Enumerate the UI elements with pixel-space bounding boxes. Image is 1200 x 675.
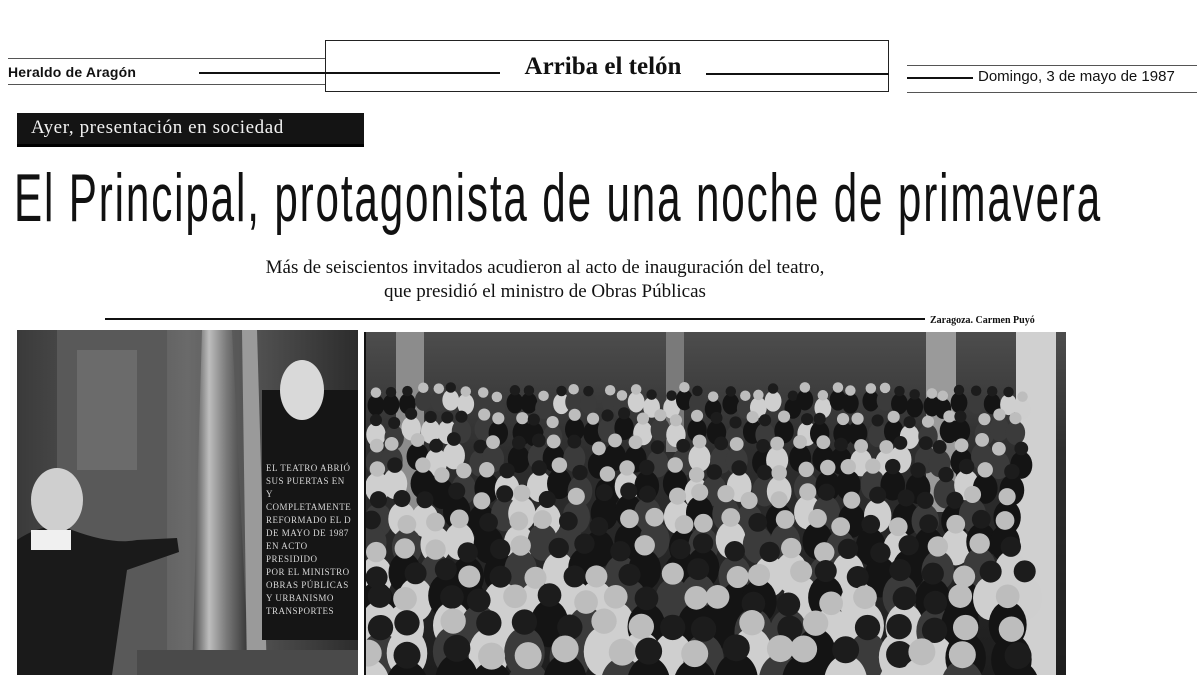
header-rule-thin-left: [8, 58, 325, 59]
plaque-line: Y COMPLETAMENTE: [266, 489, 352, 512]
subhead: [100, 256, 990, 304]
plaque-line: EN ACTO PRESIDIDO: [266, 541, 318, 564]
plaque-line: OBRAS PÚBLICAS: [266, 580, 349, 590]
section-title: Arriba el telón: [500, 52, 706, 82]
subhead-line-2: que presidió el ministro de Obras Públicas: [384, 281, 706, 302]
headline: El Principal, protagonista de una noche de primavera: [14, 160, 1103, 236]
masthead-rule: [199, 72, 325, 74]
kicker-label: Ayer, presentación en sociedad: [17, 113, 364, 147]
byline-rule: [105, 318, 925, 320]
masthead: Heraldo de Aragón: [8, 64, 137, 80]
plaque-line: POR EL MINISTRO: [266, 567, 350, 577]
section-rule-right: [704, 73, 889, 75]
header-rule-right: [907, 77, 973, 79]
section-rule-left: [325, 72, 505, 74]
header-rule-thin-left-bottom: [8, 84, 325, 85]
plaque-line: TRANSPORTES: [266, 606, 334, 616]
plaque-line: DE MAYO DE 1987: [266, 528, 349, 538]
plaque-inscription: [266, 462, 358, 618]
subhead-line-1: Más de seiscientos invitados acudieron al acto de inauguración del teatro,: [265, 257, 825, 278]
header-rule-thin-right: [907, 65, 1197, 66]
header-rule-thin-right-bottom: [907, 92, 1197, 93]
plaque-line: EL TEATRO ABRIÓ: [266, 463, 351, 473]
photo-crowd-foyer: [364, 332, 1066, 675]
plaque-line: Y URBANISMO: [266, 593, 334, 603]
plaque-line: SUS PUERTAS EN: [266, 476, 345, 486]
photo-crowd-foyer-image: [366, 332, 1066, 675]
plaque-line: REFORMADO EL D: [266, 515, 352, 525]
byline: Zaragoza. Carmen Puyó: [930, 315, 1035, 326]
dateline: Domingo, 3 de mayo de 1987: [978, 68, 1175, 85]
